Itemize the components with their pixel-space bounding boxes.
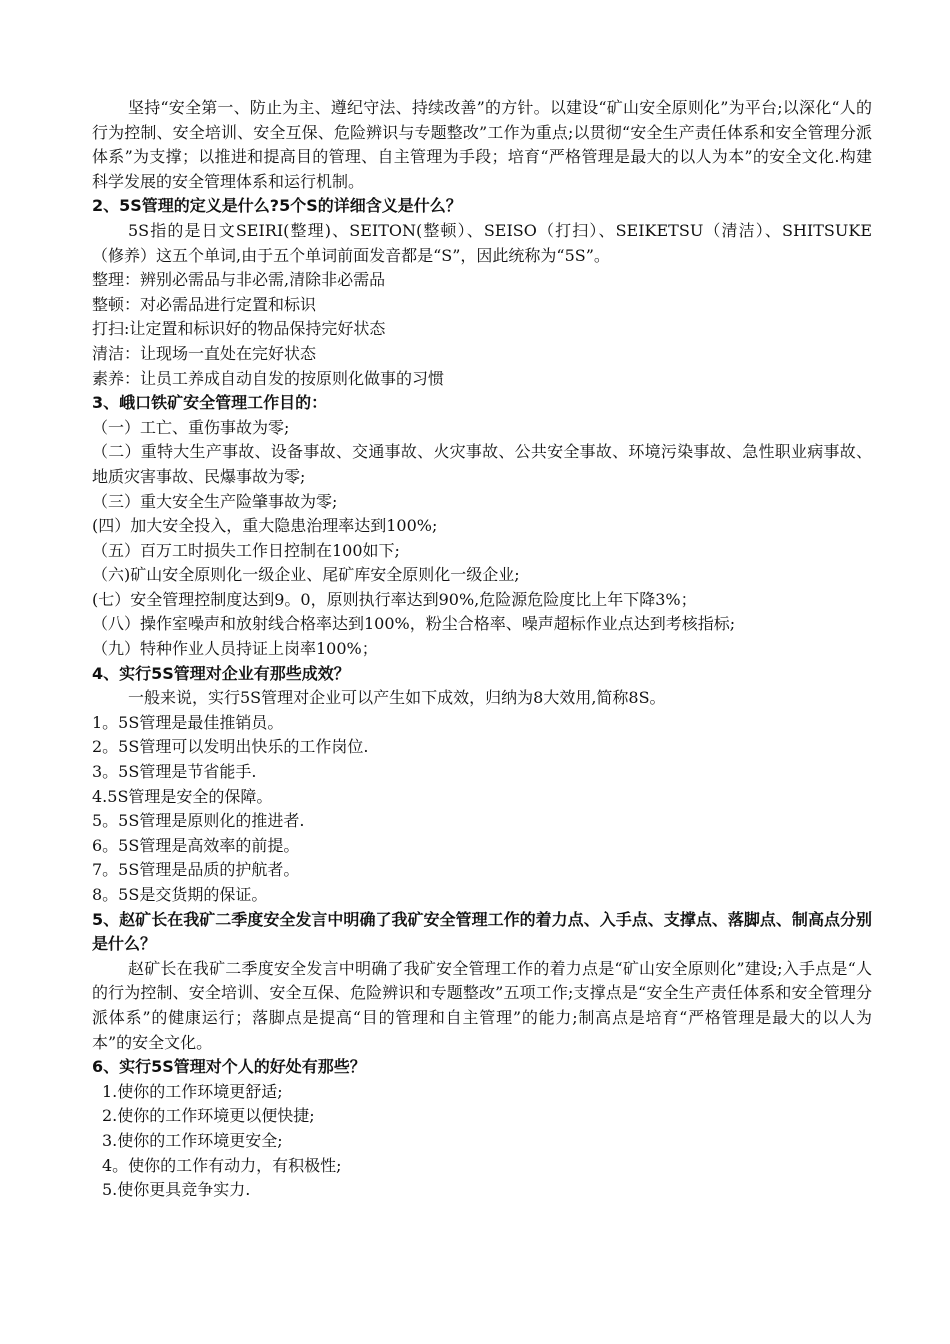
q6-item: 1.使你的工作环境更舒适; <box>102 1081 283 1101</box>
q3-item: （九）特种作业人员持证上岗率100%； <box>92 639 378 659</box>
q3-item: (七）安全管理控制度达到9。0，原则执行率达到90%,危险源危险度比上年下降3%； <box>92 589 697 609</box>
q4-item: 7。5S管理是品质的护航者。 <box>92 860 300 880</box>
q4-item: 1。5S管理是最佳推销员。 <box>92 712 284 732</box>
heading-q5: 5、赵矿长在我矿二季度安全发言中明确了我矿安全管理工作的着力点、入手点、支撑点、落脚点、制高点分别是什么？ <box>92 909 872 954</box>
q4-item: 2。5S管理可以发明出快乐的工作岗位. <box>92 737 369 757</box>
q3-item: （五）百万工时损失工作日控制在100如下; <box>92 540 400 560</box>
q3-item: （二）重特大生产事故、设备事故、交通事故、火灾事故、公共安全事故、环境污染事故、急性职业病事故、地质灾害事故、民爆事故为零; <box>92 442 872 486</box>
intro-paragraph: 坚持“安全第一、防止为主、遵纪守法、持续改善”的方针。以建设“矿山安全原则化”为平台;以深化“人的行为控制、安全培训、安全互保、危险辨识与专题整改”工作为重点;以贯彻“安全生产责任体系和安全管理分派体系”为支撑；以推进和提高目的管理、自主管理为手段；培育“严格管理是最大的以人为本”的安全文化.构建科学发展的安全管理体系和运行机制。 <box>92 98 872 191</box>
q3-item: （八）操作室噪声和放射线合格率达到100%，粉尘合格率、噪声超标作业点达到考核指标; <box>92 614 736 634</box>
q2-item: 打扫:让定置和标识好的物品保持完好状态 <box>92 319 386 339</box>
q3-item: （三）重大安全生产险肇事故为零; <box>92 491 338 511</box>
q2-item: 素养：让员工养成自动自发的按原则化做事的习惯 <box>92 368 445 388</box>
heading-q4: 4、实行5S管理对企业有那些成效？ <box>92 663 350 683</box>
q4-paragraph: 一般来说，实行5S管理对企业可以产生如下成效，归纳为8大效用,简称8S。 <box>128 688 666 708</box>
heading-q2: 2、5S管理的定义是什么?5个S的详细含义是什么？ <box>92 196 462 216</box>
q6-item: 2.使你的工作环境更以便快捷; <box>102 1106 315 1126</box>
q6-item: 5.使你更具竞争实力. <box>102 1180 251 1200</box>
q4-item: 3。5S管理是节省能手. <box>92 762 257 782</box>
q6-item: 3.使你的工作环境更安全; <box>102 1130 283 1150</box>
q2-item: 整顿：对必需品进行定置和标识 <box>92 294 317 314</box>
heading-q3: 3、峨口铁矿安全管理工作目的： <box>92 393 328 413</box>
q6-item: 4。使你的工作有动力，有积极性; <box>102 1155 342 1175</box>
q5-paragraph: 赵矿长在我矿二季度安全发言中明确了我矿安全管理工作的着力点是“矿山安全原则化”建设;入手点是“人的行为控制、安全培训、安全互保、危险辨识和专题整改”五项工作;支撑点是“安全生产责任体系和安全管理分派体系”的健康运行；落脚点是提高“目的管理和自主管理”的能力;制高点是培育“严格管理是最大的以人为本”的安全文化。 <box>92 958 872 1052</box>
q3-item: （一）工亡、重伤事故为零; <box>92 417 290 437</box>
q4-item: 5。5S管理是原则化的推进者. <box>92 811 305 831</box>
q2-item: 清洁：让现场一直处在完好状态 <box>92 343 317 363</box>
q2-paragraph: 5S指的是日文SEIRI(整理)、SEITON(整顿）、SEISO（打扫）、SEIKETSU（清洁）、SHITSUKE（修养）这五个单词,由于五个单词前面发音都是“S”，因此统称为“5S”。 <box>92 220 872 265</box>
q3-item: （六)矿山安全原则化一级企业、尾矿库安全原则化一级企业; <box>92 565 520 585</box>
document-page <box>92 96 872 1203</box>
q4-item: 4.5S管理是安全的保障。 <box>92 786 273 806</box>
q4-item: 8。5S是交货期的保证。 <box>92 885 268 904</box>
q4-item: 6。5S管理是高效率的前提。 <box>92 835 300 855</box>
heading-q6: 6、实行5S管理对个人的好处有那些？ <box>92 1057 366 1077</box>
q3-item: (四）加大安全投入，重大隐患治理率达到100%; <box>92 516 438 536</box>
q2-item: 整理：辨别必需品与非必需,清除非必需品 <box>92 270 386 290</box>
